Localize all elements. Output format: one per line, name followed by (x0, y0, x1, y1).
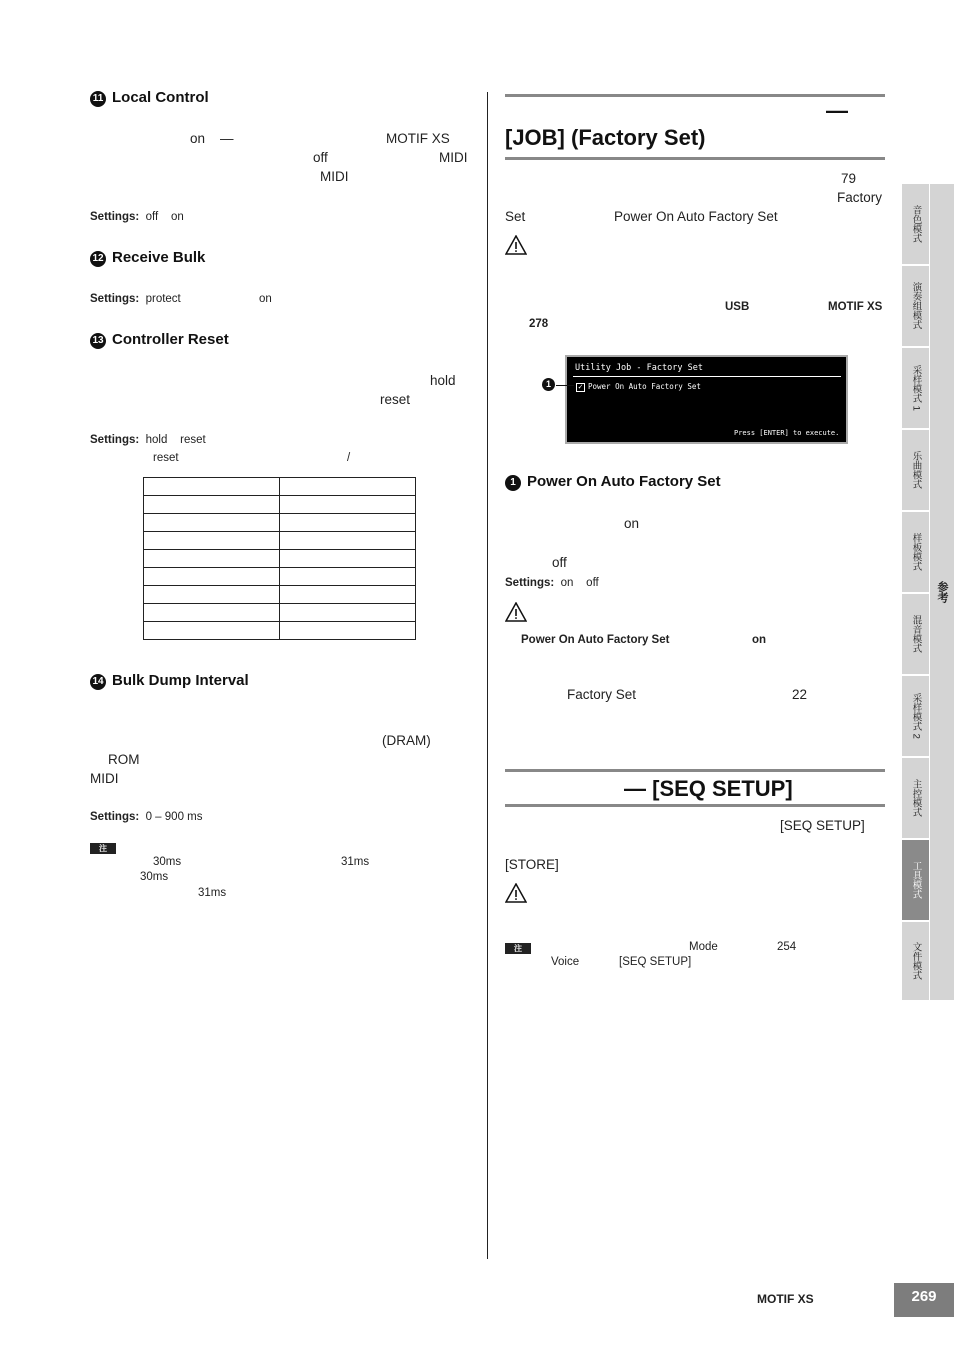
tab-performance-mode[interactable]: 演奏组模式 (902, 266, 929, 346)
callout-badge: 1 (542, 378, 555, 391)
settings-subtext: / (347, 452, 351, 464)
body-text: 22 (792, 687, 808, 702)
column-divider (487, 92, 488, 1259)
warning-text: USB (725, 301, 750, 313)
body-text: MIDI (320, 169, 349, 184)
note-text: Mode (689, 941, 718, 953)
body-text: off (313, 150, 328, 165)
lcd-checkbox-icon[interactable]: ✓ (577, 384, 584, 391)
note-text: [SEQ SETUP] (619, 956, 692, 968)
section-title: Power On Auto Factory Set (527, 473, 721, 490)
settings-line: Settings: on off (505, 577, 599, 589)
lcd-divider (573, 376, 841, 377)
tab-pattern-mode[interactable]: 样板模式 (902, 512, 929, 592)
seq-setup-title: — [SEQ SETUP] (624, 776, 793, 801)
body-text: [SEQ SETUP] (780, 818, 865, 833)
warning-icon (505, 602, 527, 622)
lcd-footer: Press [ENTER] to execute. (734, 429, 840, 437)
body-text: MOTIF XS (386, 131, 450, 146)
section-local-control-heading (90, 89, 209, 107)
tab-master-mode[interactable]: 主控模式 (902, 758, 929, 838)
table-row (144, 586, 416, 604)
body-text: MIDI (90, 771, 119, 786)
page-number: 269 (894, 1283, 954, 1317)
section-controller-reset-heading (90, 331, 229, 349)
table-row (144, 514, 416, 532)
body-text: (DRAM) (382, 733, 431, 748)
title-rule-top (505, 769, 885, 772)
reference-side-band (930, 184, 954, 1000)
settings-line: Settings: hold reset (90, 434, 206, 446)
body-text: hold (430, 373, 456, 388)
table-row (144, 568, 416, 586)
settings-value: off (145, 211, 159, 223)
lcd-screen (565, 355, 848, 444)
title-dash: — (826, 98, 848, 123)
settings-line: Settings: 0 – 900 ms (90, 811, 203, 823)
warning-text: on (752, 634, 767, 646)
section-number-badge: 11 (90, 91, 106, 107)
body-text: MIDI (439, 150, 468, 165)
body-text: Set (505, 209, 526, 224)
settings-subtext: reset (153, 452, 179, 464)
section-title: Controller Reset (112, 331, 229, 348)
footer-brand: MOTIF XS (757, 1292, 814, 1306)
title-rule-bottom (505, 157, 885, 160)
table-row (144, 550, 416, 568)
settings-value: protect (145, 293, 181, 305)
note-text: 30ms (153, 856, 182, 868)
body-text: 79 (841, 171, 857, 186)
note-icon: 注 (90, 843, 116, 854)
table-row (144, 496, 416, 514)
settings-line: Settings: off on (90, 211, 184, 223)
section-receive-bulk-heading (90, 249, 205, 267)
body-text: — (220, 131, 234, 146)
warning-text: MOTIF XS (828, 301, 883, 313)
callout-line (556, 385, 574, 386)
section-power-on-auto-factory-set-heading (505, 473, 721, 491)
title-rule-top (505, 94, 885, 97)
note-text: Voice (551, 956, 580, 968)
settings-value: on (259, 293, 272, 305)
tab-voice-mode[interactable]: 音色模式 (902, 184, 929, 264)
tab-file-mode[interactable]: 文件模式 (902, 922, 929, 1000)
body-text: Factory (837, 190, 883, 205)
body-text: on (190, 131, 206, 146)
note-text: 31ms (341, 856, 370, 868)
table-row (144, 604, 416, 622)
tab-sampling-mode-2[interactable]: 采样模式 2 (902, 676, 929, 756)
settings-value: on (170, 211, 184, 223)
settings-value: hold (145, 434, 168, 446)
warning-icon (505, 883, 527, 903)
tab-song-mode[interactable]: 乐曲模式 (902, 430, 929, 510)
section-number-badge: 13 (90, 333, 106, 349)
warning-text: Power On Auto Factory Set (521, 634, 670, 646)
section-number-badge: 1 (505, 475, 521, 491)
body-text: [STORE] (505, 857, 559, 872)
lcd-title: Utility Job - Factory Set (575, 363, 703, 373)
body-text: reset (380, 392, 411, 407)
section-number-badge: 14 (90, 674, 106, 690)
table-row (144, 478, 416, 496)
section-bulk-dump-interval-heading (90, 672, 249, 690)
section-title: Receive Bulk (112, 249, 206, 266)
lcd-item-power-on-auto-factory-set[interactable]: Power On Auto Factory Set (588, 382, 701, 391)
note-text: 254 (777, 941, 797, 953)
body-text: Factory Set (567, 687, 637, 702)
tab-mixing-mode[interactable]: 混音模式 (902, 594, 929, 674)
note-text: 30ms (140, 871, 169, 883)
settings-line: Settings: protect (90, 293, 181, 305)
title-rule-bottom (505, 804, 885, 807)
note-icon: 注 (505, 943, 531, 954)
body-text: off (552, 555, 567, 570)
reference-label: 参考 (936, 581, 948, 603)
table-row (144, 622, 416, 640)
body-text: Power On Auto Factory Set (614, 209, 778, 224)
settings-value: 0 – 900 ms (145, 811, 203, 823)
tab-utility-mode[interactable]: 工具模式 (902, 840, 929, 920)
note-text: 31ms (198, 887, 227, 899)
settings-value: off (586, 577, 599, 589)
settings-value: reset (180, 434, 206, 446)
body-text: on (624, 516, 640, 531)
tab-sampling-mode-1[interactable]: 采样模式 1 (902, 348, 929, 428)
section-title: Local Control (112, 89, 209, 106)
warning-icon (505, 235, 527, 255)
factory-set-title: [JOB] (Factory Set) (505, 125, 706, 150)
section-number-badge: 12 (90, 251, 106, 267)
controller-reset-table (143, 477, 416, 640)
body-text: ROM (108, 752, 140, 767)
section-title: Bulk Dump Interval (112, 672, 249, 689)
settings-value: on (560, 577, 574, 589)
table-row (144, 532, 416, 550)
warning-text: 278 (529, 318, 549, 330)
